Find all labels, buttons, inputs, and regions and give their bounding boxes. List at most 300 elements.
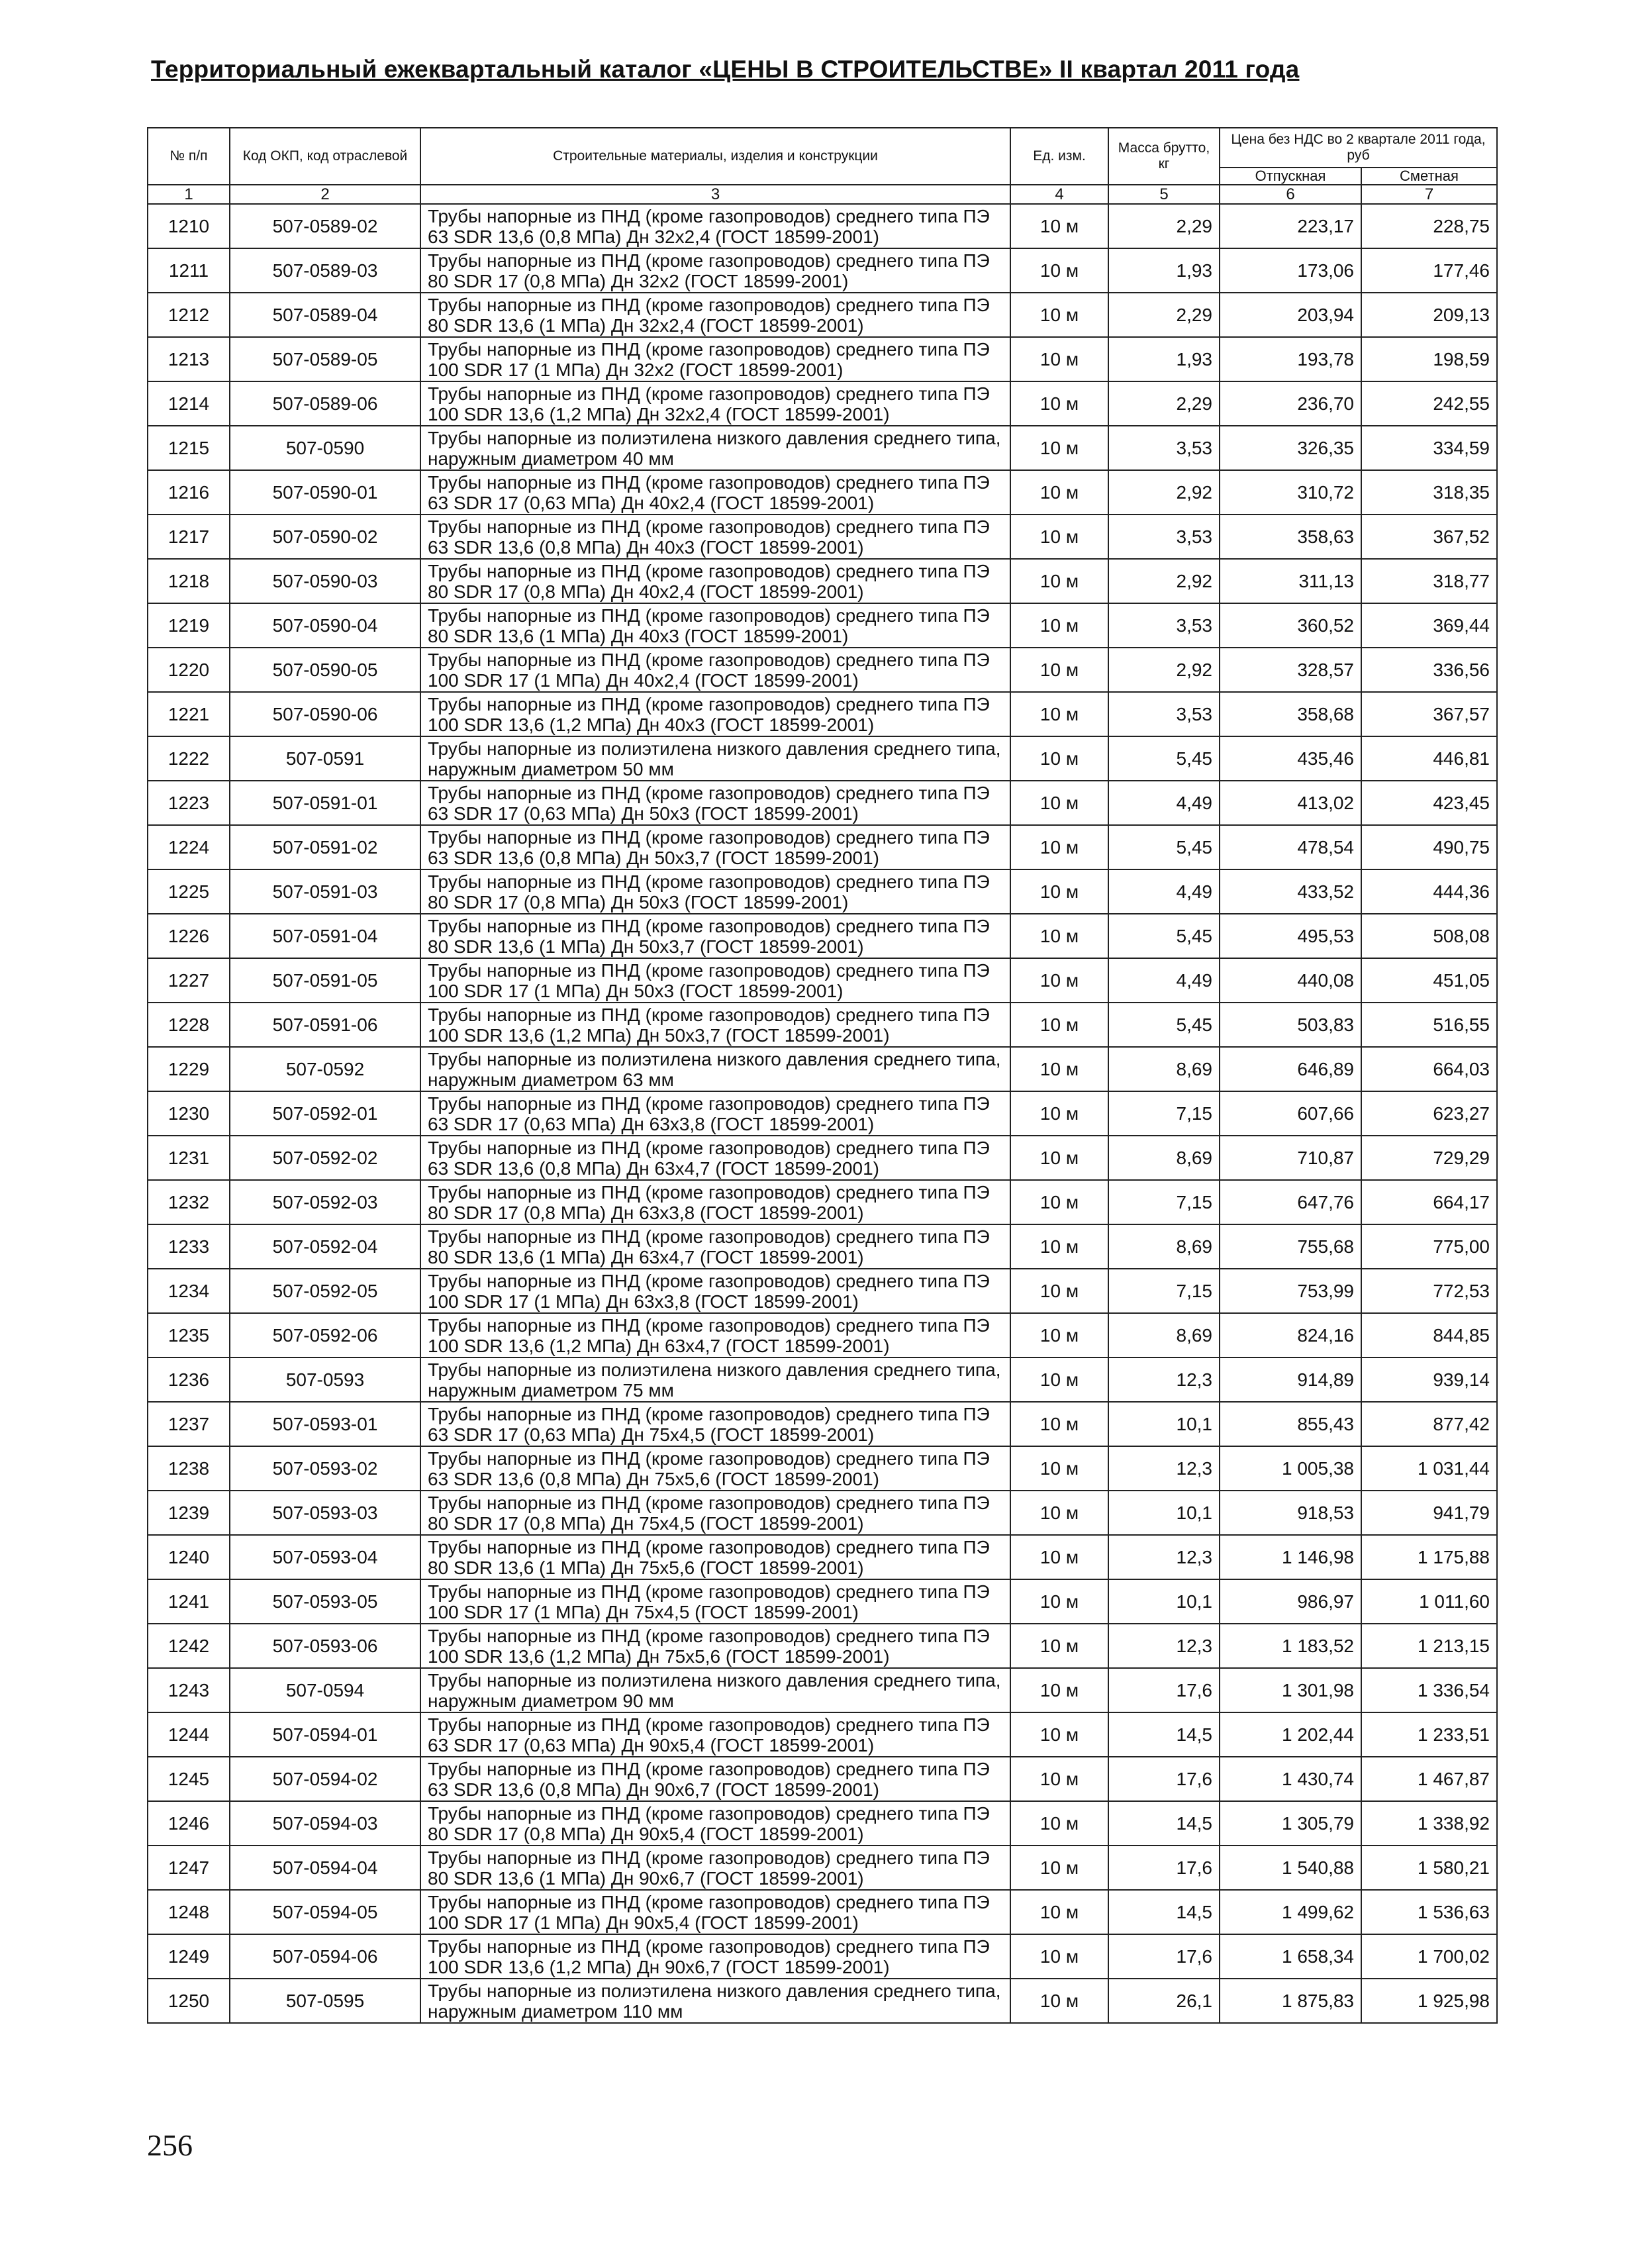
gross-mass: 17,6 — [1108, 1934, 1220, 1979]
material-name: Трубы напорные из ПНД (кроме газопроводов) среднего типа ПЭ 63 SDR 17 (0,63 МПа) Дн 40х2,4 (ГОСТ 18599-2001) — [420, 470, 1010, 515]
unit-of-measure: 10 м — [1010, 1180, 1108, 1224]
price-release: 1 202,44 — [1220, 1712, 1361, 1757]
table-row — [148, 825, 1497, 869]
gross-mass: 14,5 — [1108, 1712, 1220, 1757]
price-estimate: 1 580,21 — [1361, 1846, 1497, 1890]
okp-code: 507-0595 — [230, 1979, 420, 2023]
unit-of-measure: 10 м — [1010, 381, 1108, 426]
table-row — [148, 1180, 1497, 1224]
table-row — [148, 869, 1497, 914]
okp-code: 507-0590-06 — [230, 692, 420, 736]
okp-code: 507-0589-06 — [230, 381, 420, 426]
price-release: 1 875,83 — [1220, 1979, 1361, 2023]
okp-code: 507-0590-04 — [230, 603, 420, 648]
table-row — [148, 648, 1497, 692]
material-name: Трубы напорные из ПНД (кроме газопроводов) среднего типа ПЭ 80 SDR 17 (0,8 МПа) Дн 75х4,5 (ГОСТ 18599-2001) — [420, 1491, 1010, 1535]
price-estimate: 1 336,54 — [1361, 1668, 1497, 1712]
unit-of-measure: 10 м — [1010, 781, 1108, 825]
table-row — [148, 559, 1497, 603]
table-row — [148, 1313, 1497, 1357]
table-row — [148, 248, 1497, 293]
price-estimate: 1 925,98 — [1361, 1979, 1497, 2023]
gross-mass: 10,1 — [1108, 1491, 1220, 1535]
row-number: 1215 — [148, 426, 230, 470]
okp-code: 507-0591-06 — [230, 1003, 420, 1047]
table-row — [148, 1890, 1497, 1934]
gross-mass: 8,69 — [1108, 1136, 1220, 1180]
okp-code: 507-0593-06 — [230, 1624, 420, 1668]
material-name: Трубы напорные из ПНД (кроме газопроводов) среднего типа ПЭ 80 SDR 17 (0,8 МПа) Дн 63х3,8 (ГОСТ 18599-2001) — [420, 1180, 1010, 1224]
price-release: 755,68 — [1220, 1224, 1361, 1269]
gross-mass: 14,5 — [1108, 1890, 1220, 1934]
material-name: Трубы напорные из ПНД (кроме газопроводов) среднего типа ПЭ 100 SDR 13,6 (1,2 МПа) Дн 40х3 (ГОСТ 18599-2001) — [420, 692, 1010, 736]
table-row — [148, 1224, 1497, 1269]
material-name: Трубы напорные из ПНД (кроме газопроводов) среднего типа ПЭ 100 SDR 17 (1 МПа) Дн 50х3 (ГОСТ 18599-2001) — [420, 958, 1010, 1003]
price-estimate: 242,55 — [1361, 381, 1497, 426]
table-row — [148, 1136, 1497, 1180]
material-name: Трубы напорные из ПНД (кроме газопроводов) среднего типа ПЭ 80 SDR 17 (0,8 МПа) Дн 90х5,4 (ГОСТ 18599-2001) — [420, 1801, 1010, 1846]
row-number: 1231 — [148, 1136, 230, 1180]
unit-of-measure: 10 м — [1010, 515, 1108, 559]
okp-code: 507-0592-03 — [230, 1180, 420, 1224]
gross-mass: 12,3 — [1108, 1446, 1220, 1491]
material-name: Трубы напорные из ПНД (кроме газопроводов) среднего типа ПЭ 100 SDR 17 (1 МПа) Дн 32х2 (ГОСТ 18599-2001) — [420, 337, 1010, 381]
header-mass: Масса брутто, кг — [1108, 128, 1220, 185]
material-name: Трубы напорные из ПНД (кроме газопроводов) среднего типа ПЭ 80 SDR 13,6 (1 МПа) Дн 63х4,7 (ГОСТ 18599-2001) — [420, 1224, 1010, 1269]
column-number: 1 — [148, 185, 230, 204]
unit-of-measure: 10 м — [1010, 1846, 1108, 1890]
row-number: 1233 — [148, 1224, 230, 1269]
material-name: Трубы напорные из полиэтилена низкого давления среднего типа, наружным диаметром 50 мм — [420, 736, 1010, 781]
table-row — [148, 1579, 1497, 1624]
okp-code: 507-0594-05 — [230, 1890, 420, 1934]
price-catalog-table — [147, 127, 1498, 2024]
gross-mass: 2,92 — [1108, 559, 1220, 603]
material-name: Трубы напорные из полиэтилена низкого давления среднего типа, наружным диаметром 110 мм — [420, 1979, 1010, 2023]
table-body — [148, 204, 1497, 2023]
price-release: 607,66 — [1220, 1091, 1361, 1136]
unit-of-measure: 10 м — [1010, 914, 1108, 958]
price-release: 478,54 — [1220, 825, 1361, 869]
okp-code: 507-0594 — [230, 1668, 420, 1712]
gross-mass: 3,53 — [1108, 692, 1220, 736]
price-estimate: 334,59 — [1361, 426, 1497, 470]
table-row — [148, 692, 1497, 736]
row-number: 1246 — [148, 1801, 230, 1846]
unit-of-measure: 10 м — [1010, 1535, 1108, 1579]
price-estimate: 444,36 — [1361, 869, 1497, 914]
row-number: 1250 — [148, 1979, 230, 2023]
table-row — [148, 1047, 1497, 1091]
row-number: 1238 — [148, 1446, 230, 1491]
material-name: Трубы напорные из ПНД (кроме газопроводов) среднего типа ПЭ 80 SDR 13,6 (1 МПа) Дн 50х3,7 (ГОСТ 18599-2001) — [420, 914, 1010, 958]
material-name: Трубы напорные из ПНД (кроме газопроводов) среднего типа ПЭ 63 SDR 13,6 (0,8 МПа) Дн 32х2,4 (ГОСТ 18599-2001) — [420, 204, 1010, 248]
material-name: Трубы напорные из ПНД (кроме газопроводов) среднего типа ПЭ 63 SDR 17 (0,63 МПа) Дн 75х4,5 (ГОСТ 18599-2001) — [420, 1402, 1010, 1446]
okp-code: 507-0592-02 — [230, 1136, 420, 1180]
row-number: 1228 — [148, 1003, 230, 1047]
row-number: 1220 — [148, 648, 230, 692]
unit-of-measure: 10 м — [1010, 1136, 1108, 1180]
table-row — [148, 1535, 1497, 1579]
unit-of-measure: 10 м — [1010, 1712, 1108, 1757]
price-release: 433,52 — [1220, 869, 1361, 914]
unit-of-measure: 10 м — [1010, 1047, 1108, 1091]
price-release: 328,57 — [1220, 648, 1361, 692]
okp-code: 507-0590-03 — [230, 559, 420, 603]
price-release: 223,17 — [1220, 204, 1361, 248]
price-release: 203,94 — [1220, 293, 1361, 337]
price-estimate: 177,46 — [1361, 248, 1497, 293]
gross-mass: 7,15 — [1108, 1180, 1220, 1224]
price-estimate: 367,57 — [1361, 692, 1497, 736]
unit-of-measure: 10 м — [1010, 1979, 1108, 2023]
table-row — [148, 1846, 1497, 1890]
gross-mass: 3,53 — [1108, 426, 1220, 470]
table-row — [148, 603, 1497, 648]
row-number: 1211 — [148, 248, 230, 293]
row-number: 1232 — [148, 1180, 230, 1224]
material-name: Трубы напорные из полиэтилена низкого давления среднего типа, наружным диаметром 90 мм — [420, 1668, 1010, 1712]
header-price-release: Отпускная — [1220, 168, 1361, 185]
okp-code: 507-0594-02 — [230, 1757, 420, 1801]
material-name: Трубы напорные из ПНД (кроме газопроводов) среднего типа ПЭ 100 SDR 17 (1 МПа) Дн 90х5,4 (ГОСТ 18599-2001) — [420, 1890, 1010, 1934]
material-name: Трубы напорные из ПНД (кроме газопроводов) среднего типа ПЭ 80 SDR 17 (0,8 МПа) Дн 32х2 (ГОСТ 18599-2001) — [420, 248, 1010, 293]
table-row — [148, 470, 1497, 515]
gross-mass: 5,45 — [1108, 825, 1220, 869]
header-row — [148, 128, 1497, 168]
price-estimate: 209,13 — [1361, 293, 1497, 337]
header-name: Строительные материалы, изделия и конструкции — [420, 128, 1010, 185]
price-release: 710,87 — [1220, 1136, 1361, 1180]
price-estimate: 775,00 — [1361, 1224, 1497, 1269]
price-release: 326,35 — [1220, 426, 1361, 470]
table-row — [148, 1269, 1497, 1313]
header-price-estimate: Сметная — [1361, 168, 1497, 185]
gross-mass: 2,92 — [1108, 648, 1220, 692]
price-release: 1 658,34 — [1220, 1934, 1361, 1979]
price-estimate: 1 011,60 — [1361, 1579, 1497, 1624]
price-release: 173,06 — [1220, 248, 1361, 293]
table-row — [148, 1712, 1497, 1757]
material-name: Трубы напорные из ПНД (кроме газопроводов) среднего типа ПЭ 100 SDR 13,6 (1,2 МПа) Дн 90х6,7 (ГОСТ 18599-2001) — [420, 1934, 1010, 1979]
column-number: 5 — [1108, 185, 1220, 204]
row-number: 1234 — [148, 1269, 230, 1313]
gross-mass: 7,15 — [1108, 1269, 1220, 1313]
table-row — [148, 1934, 1497, 1979]
unit-of-measure: 10 м — [1010, 603, 1108, 648]
unit-of-measure: 10 м — [1010, 1668, 1108, 1712]
row-number: 1213 — [148, 337, 230, 381]
unit-of-measure: 10 м — [1010, 1801, 1108, 1846]
table-row — [148, 1801, 1497, 1846]
price-release: 435,46 — [1220, 736, 1361, 781]
unit-of-measure: 10 м — [1010, 1624, 1108, 1668]
row-number: 1230 — [148, 1091, 230, 1136]
unit-of-measure: 10 м — [1010, 1446, 1108, 1491]
material-name: Трубы напорные из ПНД (кроме газопроводов) среднего типа ПЭ 63 SDR 17 (0,63 МПа) Дн 50х3 (ГОСТ 18599-2001) — [420, 781, 1010, 825]
table-row — [148, 1357, 1497, 1402]
unit-of-measure: 10 м — [1010, 736, 1108, 781]
unit-of-measure: 10 м — [1010, 1757, 1108, 1801]
price-release: 1 183,52 — [1220, 1624, 1361, 1668]
gross-mass: 17,6 — [1108, 1846, 1220, 1890]
okp-code: 507-0591 — [230, 736, 420, 781]
unit-of-measure: 10 м — [1010, 692, 1108, 736]
table-row — [148, 958, 1497, 1003]
price-estimate: 1 233,51 — [1361, 1712, 1497, 1757]
okp-code: 507-0589-03 — [230, 248, 420, 293]
column-number: 7 — [1361, 185, 1497, 204]
okp-code: 507-0592-06 — [230, 1313, 420, 1357]
gross-mass: 3,53 — [1108, 603, 1220, 648]
gross-mass: 1,93 — [1108, 248, 1220, 293]
header-num: № п/п — [148, 128, 230, 185]
price-estimate: 336,56 — [1361, 648, 1497, 692]
row-number: 1223 — [148, 781, 230, 825]
row-number: 1224 — [148, 825, 230, 869]
header-unit: Ед. изм. — [1010, 128, 1108, 185]
material-name: Трубы напорные из ПНД (кроме газопроводов) среднего типа ПЭ 63 SDR 13,6 (0,8 МПа) Дн 90х6,7 (ГОСТ 18599-2001) — [420, 1757, 1010, 1801]
okp-code: 507-0589-05 — [230, 337, 420, 381]
price-estimate: 423,45 — [1361, 781, 1497, 825]
price-release: 753,99 — [1220, 1269, 1361, 1313]
row-number: 1242 — [148, 1624, 230, 1668]
okp-code: 507-0593 — [230, 1357, 420, 1402]
gross-mass: 26,1 — [1108, 1979, 1220, 2023]
unit-of-measure: 10 м — [1010, 337, 1108, 381]
unit-of-measure: 10 м — [1010, 825, 1108, 869]
okp-code: 507-0590 — [230, 426, 420, 470]
table-row — [148, 736, 1497, 781]
price-release: 914,89 — [1220, 1357, 1361, 1402]
gross-mass: 5,45 — [1108, 914, 1220, 958]
material-name: Трубы напорные из ПНД (кроме газопроводов) среднего типа ПЭ 80 SDR 17 (0,8 МПа) Дн 40х2,4 (ГОСТ 18599-2001) — [420, 559, 1010, 603]
page-title: Территориальный ежеквартальный каталог «ЦЕНЫ В СТРОИТЕЛЬСТВЕ» II квартал 2011 года — [151, 56, 1300, 83]
material-name: Трубы напорные из полиэтилена низкого давления среднего типа, наружным диаметром 75 мм — [420, 1357, 1010, 1402]
price-release: 236,70 — [1220, 381, 1361, 426]
price-release: 310,72 — [1220, 470, 1361, 515]
gross-mass: 5,45 — [1108, 736, 1220, 781]
table-row — [148, 515, 1497, 559]
unit-of-measure: 10 м — [1010, 1224, 1108, 1269]
okp-code: 507-0590-02 — [230, 515, 420, 559]
row-number: 1249 — [148, 1934, 230, 1979]
price-estimate: 729,29 — [1361, 1136, 1497, 1180]
table-row — [148, 293, 1497, 337]
gross-mass: 10,1 — [1108, 1579, 1220, 1624]
price-estimate: 1 467,87 — [1361, 1757, 1497, 1801]
price-release: 918,53 — [1220, 1491, 1361, 1535]
material-name: Трубы напорные из ПНД (кроме газопроводов) среднего типа ПЭ 100 SDR 13,6 (1,2 МПа) Дн 50х3,7 (ГОСТ 18599-2001) — [420, 1003, 1010, 1047]
unit-of-measure: 10 м — [1010, 1269, 1108, 1313]
gross-mass: 8,69 — [1108, 1047, 1220, 1091]
price-release: 1 146,98 — [1220, 1535, 1361, 1579]
okp-code: 507-0591-01 — [230, 781, 420, 825]
material-name: Трубы напорные из ПНД (кроме газопроводов) среднего типа ПЭ 80 SDR 13,6 (1 МПа) Дн 75х5,6 (ГОСТ 18599-2001) — [420, 1535, 1010, 1579]
header-price-group: Цена без НДС во 2 квартале 2011 года, руб — [1220, 128, 1497, 168]
table-row — [148, 1402, 1497, 1446]
okp-code: 507-0594-03 — [230, 1801, 420, 1846]
unit-of-measure: 10 м — [1010, 869, 1108, 914]
price-estimate: 490,75 — [1361, 825, 1497, 869]
price-estimate: 228,75 — [1361, 204, 1497, 248]
okp-code: 507-0589-02 — [230, 204, 420, 248]
gross-mass: 17,6 — [1108, 1757, 1220, 1801]
row-number: 1219 — [148, 603, 230, 648]
row-number: 1221 — [148, 692, 230, 736]
price-release: 646,89 — [1220, 1047, 1361, 1091]
row-number: 1244 — [148, 1712, 230, 1757]
price-estimate: 939,14 — [1361, 1357, 1497, 1402]
material-name: Трубы напорные из ПНД (кроме газопроводов) среднего типа ПЭ 100 SDR 17 (1 МПа) Дн 63х3,8 (ГОСТ 18599-2001) — [420, 1269, 1010, 1313]
price-release: 855,43 — [1220, 1402, 1361, 1446]
gross-mass: 10,1 — [1108, 1402, 1220, 1446]
price-estimate: 1 175,88 — [1361, 1535, 1497, 1579]
row-number: 1235 — [148, 1313, 230, 1357]
gross-mass: 4,49 — [1108, 869, 1220, 914]
price-estimate: 198,59 — [1361, 337, 1497, 381]
gross-mass: 4,49 — [1108, 958, 1220, 1003]
material-name: Трубы напорные из ПНД (кроме газопроводов) среднего типа ПЭ 63 SDR 17 (0,63 МПа) Дн 90х5,4 (ГОСТ 18599-2001) — [420, 1712, 1010, 1757]
okp-code: 507-0594-01 — [230, 1712, 420, 1757]
okp-code: 507-0593-02 — [230, 1446, 420, 1491]
material-name: Трубы напорные из ПНД (кроме газопроводов) среднего типа ПЭ 100 SDR 13,6 (1,2 МПа) Дн 75х5,6 (ГОСТ 18599-2001) — [420, 1624, 1010, 1668]
price-estimate: 446,81 — [1361, 736, 1497, 781]
okp-code: 507-0592 — [230, 1047, 420, 1091]
page-number: 256 — [147, 2128, 193, 2162]
okp-code: 507-0589-04 — [230, 293, 420, 337]
price-release: 1 430,74 — [1220, 1757, 1361, 1801]
price-estimate: 664,03 — [1361, 1047, 1497, 1091]
column-number: 3 — [420, 185, 1010, 204]
price-estimate: 664,17 — [1361, 1180, 1497, 1224]
material-name: Трубы напорные из ПНД (кроме газопроводов) среднего типа ПЭ 100 SDR 17 (1 МПа) Дн 75х4,5 (ГОСТ 18599-2001) — [420, 1579, 1010, 1624]
okp-code: 507-0593-04 — [230, 1535, 420, 1579]
material-name: Трубы напорные из ПНД (кроме газопроводов) среднего типа ПЭ 80 SDR 17 (0,8 МПа) Дн 50х3 (ГОСТ 18599-2001) — [420, 869, 1010, 914]
unit-of-measure: 10 м — [1010, 1491, 1108, 1535]
price-release: 824,16 — [1220, 1313, 1361, 1357]
table-row — [148, 204, 1497, 248]
okp-code: 507-0593-05 — [230, 1579, 420, 1624]
unit-of-measure: 10 м — [1010, 1402, 1108, 1446]
gross-mass: 3,53 — [1108, 515, 1220, 559]
row-number: 1218 — [148, 559, 230, 603]
unit-of-measure: 10 м — [1010, 1357, 1108, 1402]
price-release: 360,52 — [1220, 603, 1361, 648]
gross-mass: 5,45 — [1108, 1003, 1220, 1047]
okp-code: 507-0593-01 — [230, 1402, 420, 1446]
column-number: 6 — [1220, 185, 1361, 204]
row-number: 1243 — [148, 1668, 230, 1712]
price-estimate: 1 213,15 — [1361, 1624, 1497, 1668]
table-row — [148, 337, 1497, 381]
material-name: Трубы напорные из ПНД (кроме газопроводов) среднего типа ПЭ 100 SDR 13,6 (1,2 МПа) Дн 32х2,4 (ГОСТ 18599-2001) — [420, 381, 1010, 426]
table-row — [148, 1624, 1497, 1668]
unit-of-measure: 10 м — [1010, 293, 1108, 337]
okp-code: 507-0591-03 — [230, 869, 420, 914]
row-number: 1226 — [148, 914, 230, 958]
gross-mass: 2,29 — [1108, 381, 1220, 426]
row-number: 1225 — [148, 869, 230, 914]
material-name: Трубы напорные из ПНД (кроме газопроводов) среднего типа ПЭ 63 SDR 13,6 (0,8 МПа) Дн 50х3,7 (ГОСТ 18599-2001) — [420, 825, 1010, 869]
price-release: 986,97 — [1220, 1579, 1361, 1624]
price-estimate: 508,08 — [1361, 914, 1497, 958]
price-estimate: 941,79 — [1361, 1491, 1497, 1535]
material-name: Трубы напорные из ПНД (кроме газопроводов) среднего типа ПЭ 80 SDR 13,6 (1 МПа) Дн 32х2,4 (ГОСТ 18599-2001) — [420, 293, 1010, 337]
price-release: 358,68 — [1220, 692, 1361, 736]
price-estimate: 1 536,63 — [1361, 1890, 1497, 1934]
price-estimate: 367,52 — [1361, 515, 1497, 559]
price-estimate: 451,05 — [1361, 958, 1497, 1003]
price-estimate: 844,85 — [1361, 1313, 1497, 1357]
gross-mass: 2,29 — [1108, 293, 1220, 337]
gross-mass: 8,69 — [1108, 1313, 1220, 1357]
unit-of-measure: 10 м — [1010, 648, 1108, 692]
gross-mass: 7,15 — [1108, 1091, 1220, 1136]
okp-code: 507-0592-01 — [230, 1091, 420, 1136]
price-release: 495,53 — [1220, 914, 1361, 958]
okp-code: 507-0590-05 — [230, 648, 420, 692]
unit-of-measure: 10 м — [1010, 559, 1108, 603]
material-name: Трубы напорные из ПНД (кроме газопроводов) среднего типа ПЭ 63 SDR 17 (0,63 МПа) Дн 63х3,8 (ГОСТ 18599-2001) — [420, 1091, 1010, 1136]
gross-mass: 17,6 — [1108, 1668, 1220, 1712]
okp-code: 507-0591-02 — [230, 825, 420, 869]
row-number: 1240 — [148, 1535, 230, 1579]
table-row — [148, 1446, 1497, 1491]
gross-mass: 12,3 — [1108, 1535, 1220, 1579]
material-name: Трубы напорные из ПНД (кроме газопроводов) среднего типа ПЭ 63 SDR 13,6 (0,8 МПа) Дн 63х4,7 (ГОСТ 18599-2001) — [420, 1136, 1010, 1180]
table-row — [148, 426, 1497, 470]
material-name: Трубы напорные из ПНД (кроме газопроводов) среднего типа ПЭ 80 SDR 13,6 (1 МПа) Дн 90х6,7 (ГОСТ 18599-2001) — [420, 1846, 1010, 1890]
column-number: 2 — [230, 185, 420, 204]
price-estimate: 877,42 — [1361, 1402, 1497, 1446]
row-number: 1245 — [148, 1757, 230, 1801]
column-number-row — [148, 185, 1497, 204]
material-name: Трубы напорные из полиэтилена низкого давления среднего типа, наружным диаметром 40 мм — [420, 426, 1010, 470]
row-number: 1212 — [148, 293, 230, 337]
row-number: 1237 — [148, 1402, 230, 1446]
column-number: 4 — [1010, 185, 1108, 204]
okp-code: 507-0590-01 — [230, 470, 420, 515]
okp-code: 507-0594-04 — [230, 1846, 420, 1890]
row-number: 1210 — [148, 204, 230, 248]
row-number: 1214 — [148, 381, 230, 426]
price-estimate: 1 031,44 — [1361, 1446, 1497, 1491]
table-row — [148, 1091, 1497, 1136]
okp-code: 507-0591-04 — [230, 914, 420, 958]
table-row — [148, 1979, 1497, 2023]
unit-of-measure: 10 м — [1010, 426, 1108, 470]
table-row — [148, 1491, 1497, 1535]
price-estimate: 318,35 — [1361, 470, 1497, 515]
table-row — [148, 1668, 1497, 1712]
unit-of-measure: 10 м — [1010, 958, 1108, 1003]
row-number: 1241 — [148, 1579, 230, 1624]
gross-mass: 2,92 — [1108, 470, 1220, 515]
row-number: 1239 — [148, 1491, 230, 1535]
okp-code: 507-0592-05 — [230, 1269, 420, 1313]
price-release: 413,02 — [1220, 781, 1361, 825]
price-release: 440,08 — [1220, 958, 1361, 1003]
row-number: 1229 — [148, 1047, 230, 1091]
material-name: Трубы напорные из ПНД (кроме газопроводов) среднего типа ПЭ 63 SDR 13,6 (0,8 МПа) Дн 75х5,6 (ГОСТ 18599-2001) — [420, 1446, 1010, 1491]
table-row — [148, 1003, 1497, 1047]
price-release: 503,83 — [1220, 1003, 1361, 1047]
gross-mass: 12,3 — [1108, 1357, 1220, 1402]
unit-of-measure: 10 м — [1010, 1091, 1108, 1136]
material-name: Трубы напорные из полиэтилена низкого давления среднего типа, наружным диаметром 63 мм — [420, 1047, 1010, 1091]
price-estimate: 623,27 — [1361, 1091, 1497, 1136]
